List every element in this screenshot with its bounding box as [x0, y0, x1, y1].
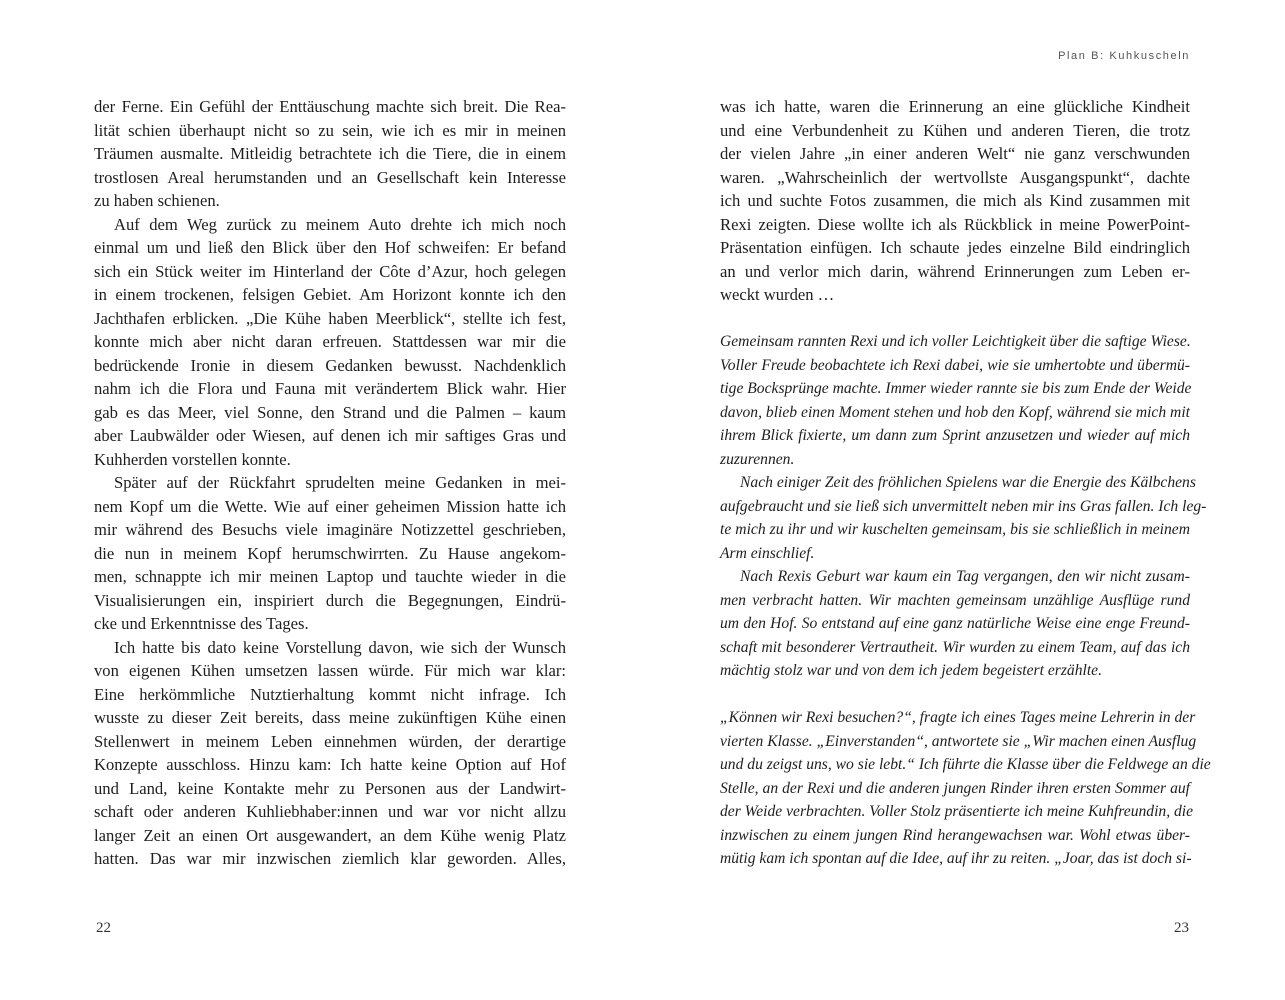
text-line: und du zeigst uns, wo sie lebt.“ Ich führte die Klasse über die Feldwege an die — [720, 756, 1211, 773]
text-line: hatten. Das war mir inzwischen ziemlich klar geworden. Alles, — [94, 849, 566, 868]
text-line: gab es das Meer, viel Sonne, den Strand und die Palmen – kaum — [94, 402, 566, 422]
section-gap — [720, 307, 1190, 331]
right-page-number: 23 — [1174, 920, 1189, 936]
memory-passage-1 — [720, 330, 1207, 683]
text-line: Auf dem Weg zurück zu meinem Auto drehte ich mich noch — [114, 214, 566, 234]
memory-passage-2 — [720, 706, 1211, 871]
text-line: zuzurennen. — [720, 450, 795, 468]
text-line: mächtig stolz war und von dem ich jedem begeistert erzählte. — [720, 662, 1102, 679]
text-line: aufgebraucht und sie ließ sich unvermittelt neben mir ins Gras fallen. Ich leg- — [720, 497, 1207, 515]
text-line: ich und suchte Fotos zusammen, die mich als Kind zusammen mit — [720, 191, 1190, 210]
text-line: bedrückende Ironie in diesem Gedanken bewusst. Nachdenklich — [94, 355, 566, 375]
text-line: der vielen Jahre „in einer anderen Welt“ nie ganz verschwunden — [720, 144, 1190, 163]
text-line: Nach einiger Zeit des fröhlichen Spielens war die Energie des Kälbchens — [740, 474, 1196, 491]
text-line: in einem trockenen, felsigen Gebiet. Am Horizont konnte ich den — [94, 285, 566, 304]
text-line: men verbracht hatten. Wir machten gemeinsam unzählige Ausflüge rund — [720, 591, 1190, 609]
text-line: Präsentation einfügen. Ich schaute jedes einzelne Bild eindringlich — [720, 238, 1190, 257]
text-line: und eine Verbundenheit zu Kühen und anderen Tieren, die trotz — [720, 120, 1190, 140]
text-line: schaft oder anderen Kuhliebhaber:innen und war vor nicht allzu — [94, 802, 566, 821]
text-line: Stellenwert in meinem Leben einnehmen würden, der derartige — [94, 731, 566, 751]
text-line: Ich hatte bis dato keine Vorstellung davon, wie sich der Wunsch — [114, 637, 566, 657]
text-line: nem Kopf um die Wette. Wie auf einer geheimen Mission hatte ich — [94, 496, 566, 516]
text-line: „Können wir Rexi besuchen?“, fragte ich eines Tages meine Lehrerin in der — [720, 709, 1196, 726]
text-line: lität schien überhaupt nicht so zu sein, wie ich es mir in meinen — [94, 120, 566, 140]
text-line: der Ferne. Ein Gefühl der Enttäuschung machte sich breit. Die Rea- — [94, 97, 566, 116]
left-body-text — [94, 95, 566, 871]
text-line: vierten Klasse. „Einverstanden“, antwortete sie „Wir machen einen Ausflug — [720, 732, 1197, 750]
text-line: tige Bocksprünge machte. Immer wieder rannte sie bis zum Ende der Weide — [720, 380, 1192, 397]
text-line: um den Hof. So entstand auf eine ganz natürliche Weise eine enge Freund- — [720, 615, 1190, 632]
text-line: die nun in meinem Kopf herumschwirrten. Zu Hause angekom- — [94, 543, 566, 563]
text-line: weckt wurden … — [720, 285, 835, 304]
text-line: wusste zu dieser Zeit bereits, dass meine zukünftigen Kühe einen — [94, 708, 566, 727]
text-line: Gemeinsam rannten Rexi und ich voller Leichtigkeit über die saftige Wiese. — [720, 333, 1191, 350]
text-line: Visualisierungen ein, inspiriert durch die Begegnungen, Eindrü- — [94, 590, 566, 610]
text-line: mütig kam ich spontan auf die Idee, auf ihr zu reiten. „Joar, das ist doch si- — [720, 850, 1192, 867]
text-line: Träumen ausmalte. Mitleidig betrachtete ich die Tiere, die in einem — [94, 144, 566, 163]
text-line: nahm ich die Flora und Fauna mit verändertem Blick wahr. Hier — [94, 379, 566, 398]
text-line: schaft mit besonderer Vertrautheit. Wir wurden zu einem Team, auf das ich — [720, 638, 1190, 656]
text-line: was ich hatte, waren die Erinnerung an eine glückliche Kindheit — [720, 97, 1190, 116]
text-line: an und verlor mich darin, während Erinnerungen zum Leben er- — [720, 261, 1190, 281]
text-line: waren. „Wahrscheinlich der wertvollste Ausgangspunkt“, dachte — [720, 167, 1190, 187]
text-line: einmal um und ließ den Blick über den Hof schweifen: Er befand — [94, 238, 566, 257]
text-line: trostlosen Areal herumstanden und an Gesellschaft kein Interesse — [94, 167, 566, 187]
running-header: Plan B: Kuhkuscheln — [1058, 50, 1190, 62]
text-line: Stelle, an der Rexi und die anderen jungen Rinder ihren ersten Sommer auf — [720, 779, 1190, 797]
text-line: Eine herkömmliche Nutztierhaltung kommt nicht infrage. Ich — [94, 684, 566, 704]
text-line: zu haben schienen. — [94, 191, 220, 210]
text-line: Konzepte ausschloss. Hinzu kam: Ich hatte keine Option auf Hof — [94, 755, 566, 774]
text-line: konnte mich aber nicht daran erfreuen. Stattdessen war mir die — [94, 332, 566, 351]
text-line: und Land, keine Kontakte mehr zu Personen aus der Landwirt- — [94, 778, 566, 798]
text-line: Arm einschlief. — [720, 544, 815, 562]
text-line: von eigenen Kühen umsetzen lassen würde. Für mich war klar: — [94, 661, 566, 680]
text-line: Später auf der Rückfahrt sprudelten meine Gedanken in mei- — [114, 473, 566, 492]
text-line: Rexi zeigten. Diese wollte ich als Rückblick in meine PowerPoint- — [720, 214, 1190, 234]
text-line: ihrem Blick fixierte, um dann zum Sprint anzusetzen und wieder auf mich — [720, 427, 1190, 444]
right-body-text — [720, 95, 1211, 871]
text-line: te mich zu ihr und wir kuschelten gemeinsam, bis sie schließlich in meinem — [720, 521, 1190, 538]
text-line: aber Laubwälder oder Wiesen, auf denen ich mir saftiges Gras und — [94, 426, 566, 445]
section-gap — [720, 683, 1190, 707]
text-line: langer Zeit an einen Ort ausgewandert, an dem Kühe wenig Platz — [94, 825, 566, 845]
text-line: mir während des Besuchs viele imaginäre Notizzettel geschrieben, — [94, 520, 566, 539]
text-line: der Weide verbrachten. Voller Stolz präsentierte ich meine Kuhfreundin, die — [720, 803, 1194, 820]
text-line: davon, blieb einen Moment stehen und hob den Kopf, während sie mich mit — [720, 403, 1190, 421]
text-line: men, schnappte ich mir meinen Laptop und tauchte wieder in die — [94, 567, 566, 586]
text-line: Jachthafen erblicken. „Die Kühe haben Meerblick“, stellte ich fest, — [94, 308, 566, 328]
text-line: sich ein Stück weiter im Hinterland der Côte d’Azur, hoch gelegen — [94, 261, 566, 281]
text-line: cke und Erkenntnisse des Tages. — [94, 614, 309, 633]
right-page — [642, 0, 1285, 1000]
left-page-number: 22 — [96, 920, 111, 936]
text-line: Voller Freude beobachtete ich Rexi dabei, wie sie umhertobte und übermü- — [720, 356, 1190, 374]
text-line: Nach Rexis Geburt war kaum ein Tag vergangen, den wir nicht zusam- — [740, 568, 1190, 585]
left-page — [0, 0, 642, 1000]
intro-paragraph — [720, 95, 1190, 307]
text-line: Kuhherden vorstellen konnte. — [94, 449, 291, 469]
text-line: inzwischen zu einem jungen Rind herangewachsen war. Wohl etwas über- — [720, 826, 1190, 844]
